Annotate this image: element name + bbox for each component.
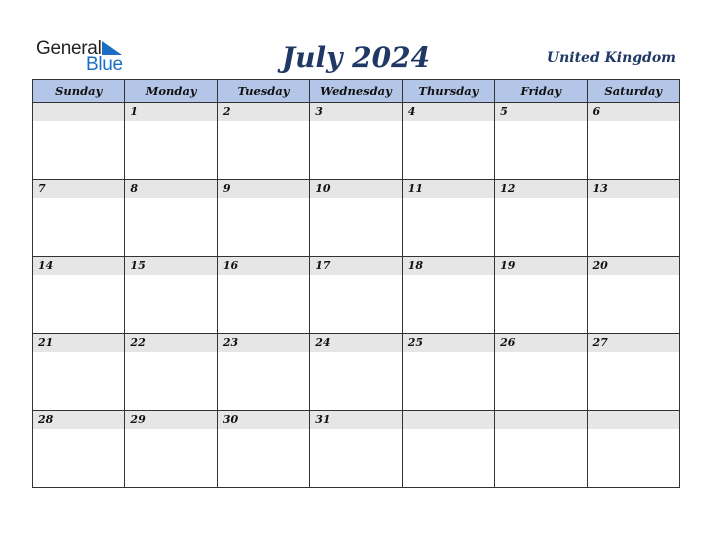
week-row xyxy=(33,411,680,488)
day-cell xyxy=(402,257,494,334)
weekday-sunday: Sunday xyxy=(33,80,125,103)
day-cell xyxy=(217,180,309,257)
day-cell xyxy=(33,257,125,334)
day-number xyxy=(403,411,494,429)
day-cell xyxy=(495,257,587,334)
day-number: 29 xyxy=(125,411,216,429)
day-number: 2 xyxy=(218,103,309,121)
day-number: 20 xyxy=(588,257,679,275)
day-number: 14 xyxy=(33,257,124,275)
day-cell xyxy=(402,103,494,180)
week-row xyxy=(33,180,680,257)
day-cell xyxy=(217,103,309,180)
day-number: 8 xyxy=(125,180,216,198)
day-cell xyxy=(587,257,679,334)
week-row xyxy=(33,103,680,180)
day-number: 25 xyxy=(403,334,494,352)
day-cell xyxy=(33,334,125,411)
day-number: 19 xyxy=(495,257,586,275)
day-cell xyxy=(33,411,125,488)
day-cell xyxy=(587,180,679,257)
day-cell xyxy=(495,334,587,411)
day-number: 22 xyxy=(125,334,216,352)
weekday-saturday: Saturday xyxy=(587,80,679,103)
day-cell xyxy=(33,103,125,180)
day-cell xyxy=(33,180,125,257)
day-number: 5 xyxy=(495,103,586,121)
day-number: 30 xyxy=(218,411,309,429)
day-number: 26 xyxy=(495,334,586,352)
day-number: 12 xyxy=(495,180,586,198)
calendar-title: July 2024 xyxy=(281,41,431,74)
day-cell xyxy=(310,180,402,257)
day-cell xyxy=(125,103,217,180)
day-cell xyxy=(217,257,309,334)
day-cell xyxy=(587,103,679,180)
day-number: 18 xyxy=(403,257,494,275)
weekday-friday: Friday xyxy=(495,80,587,103)
day-number: 16 xyxy=(218,257,309,275)
day-number: 10 xyxy=(310,180,401,198)
day-cell xyxy=(310,411,402,488)
country-label: United Kingdom xyxy=(546,50,676,66)
day-cell xyxy=(310,103,402,180)
day-number: 1 xyxy=(125,103,216,121)
day-number: 7 xyxy=(33,180,124,198)
day-cell xyxy=(217,334,309,411)
week-row xyxy=(33,334,680,411)
day-cell xyxy=(402,411,494,488)
day-number: 11 xyxy=(403,180,494,198)
day-number: 13 xyxy=(588,180,679,198)
week-row xyxy=(33,257,680,334)
weekday-monday: Monday xyxy=(125,80,217,103)
day-number: 15 xyxy=(125,257,216,275)
day-number xyxy=(588,411,679,429)
day-number xyxy=(495,411,586,429)
day-cell xyxy=(587,334,679,411)
day-cell xyxy=(402,334,494,411)
day-number: 21 xyxy=(33,334,124,352)
day-number: 27 xyxy=(588,334,679,352)
logo-blue-text: Blue xyxy=(86,54,123,75)
weekday-thursday: Thursday xyxy=(402,80,494,103)
day-cell xyxy=(587,411,679,488)
day-number: 23 xyxy=(218,334,309,352)
day-cell xyxy=(402,180,494,257)
day-cell xyxy=(310,334,402,411)
day-number: 9 xyxy=(218,180,309,198)
day-number: 28 xyxy=(33,411,124,429)
day-cell xyxy=(125,257,217,334)
day-number: 4 xyxy=(403,103,494,121)
day-cell xyxy=(125,411,217,488)
day-cell xyxy=(495,180,587,257)
calendar-grid xyxy=(32,79,680,488)
weekday-wednesday: Wednesday xyxy=(310,80,402,103)
day-cell xyxy=(125,334,217,411)
day-cell xyxy=(217,411,309,488)
day-number: 31 xyxy=(310,411,401,429)
day-number: 24 xyxy=(310,334,401,352)
logo-general-text: General xyxy=(36,38,102,59)
day-number xyxy=(33,103,124,121)
weekday-header-row xyxy=(33,80,680,103)
day-cell xyxy=(125,180,217,257)
day-cell xyxy=(495,103,587,180)
weekday-tuesday: Tuesday xyxy=(217,80,309,103)
day-cell xyxy=(310,257,402,334)
day-number: 17 xyxy=(310,257,401,275)
day-cell xyxy=(495,411,587,488)
day-number: 3 xyxy=(310,103,401,121)
day-number: 6 xyxy=(588,103,679,121)
